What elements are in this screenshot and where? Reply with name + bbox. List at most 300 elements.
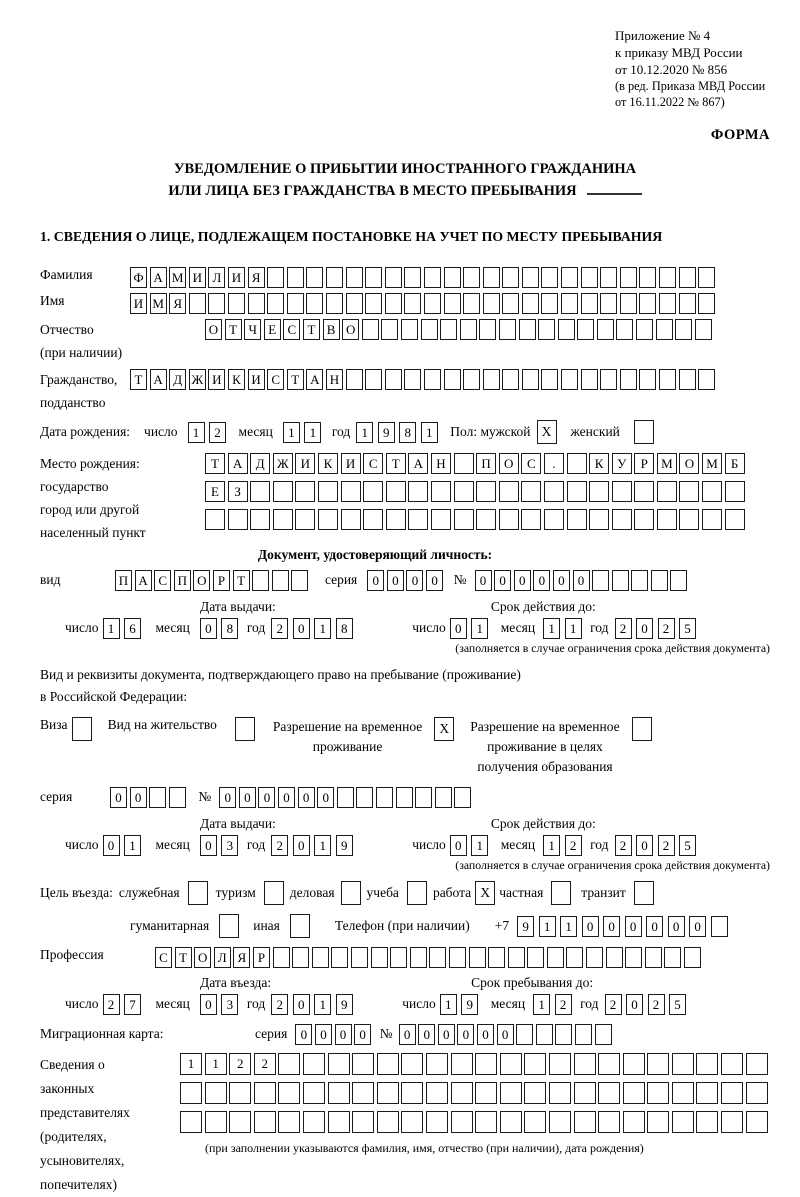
doc-issue-day[interactable] xyxy=(103,618,146,639)
char-cell[interactable] xyxy=(606,947,623,968)
purpose-commercial-checkbox[interactable] xyxy=(341,881,361,905)
char-cell[interactable] xyxy=(659,369,676,390)
char-cell[interactable] xyxy=(426,1053,448,1075)
char-cell[interactable]: П xyxy=(115,570,132,591)
char-cell[interactable] xyxy=(600,293,617,314)
char-cell[interactable] xyxy=(331,947,348,968)
char-cell[interactable] xyxy=(544,481,564,502)
char-cell[interactable] xyxy=(401,1053,423,1075)
char-cell[interactable] xyxy=(449,947,466,968)
char-cell[interactable] xyxy=(440,319,457,340)
char-cell[interactable] xyxy=(401,1082,423,1104)
char-cell[interactable] xyxy=(451,1111,473,1133)
char-cell[interactable] xyxy=(575,1024,592,1045)
char-cell[interactable] xyxy=(377,1053,399,1075)
char-cell[interactable] xyxy=(672,1111,694,1133)
char-cell[interactable] xyxy=(291,570,308,591)
char-cell[interactable] xyxy=(502,293,519,314)
char-cell[interactable]: 0 xyxy=(689,916,706,937)
char-cell[interactable] xyxy=(390,947,407,968)
char-cell[interactable] xyxy=(698,369,715,390)
char-cell[interactable] xyxy=(189,293,206,314)
char-cell[interactable] xyxy=(208,293,225,314)
char-cell[interactable]: С xyxy=(363,453,383,474)
char-cell[interactable] xyxy=(424,369,441,390)
char-cell[interactable] xyxy=(435,787,452,808)
char-cell[interactable] xyxy=(567,453,587,474)
char-cell[interactable] xyxy=(725,509,745,530)
residence-permit-checkbox[interactable] xyxy=(235,717,255,741)
char-cell[interactable] xyxy=(631,570,648,591)
char-cell[interactable] xyxy=(341,509,361,530)
char-cell[interactable]: 0 xyxy=(130,787,147,808)
char-cell[interactable]: 0 xyxy=(317,787,334,808)
char-cell[interactable]: 0 xyxy=(103,835,120,856)
char-cell[interactable]: С xyxy=(267,369,284,390)
char-cell[interactable]: 2 xyxy=(271,835,288,856)
char-cell[interactable] xyxy=(519,319,536,340)
char-cell[interactable]: А xyxy=(408,453,428,474)
char-cell[interactable]: К xyxy=(228,369,245,390)
char-cell[interactable]: Ж xyxy=(189,369,206,390)
char-cell[interactable] xyxy=(711,916,728,937)
char-cell[interactable] xyxy=(460,319,477,340)
char-cell[interactable]: 1 xyxy=(124,835,141,856)
char-cell[interactable] xyxy=(429,947,446,968)
sex-female-checkbox[interactable] xyxy=(634,420,654,444)
char-cell[interactable]: 1 xyxy=(283,422,300,443)
char-cell[interactable]: З xyxy=(228,481,248,502)
char-cell[interactable] xyxy=(567,481,587,502)
char-cell[interactable]: 1 xyxy=(560,916,577,937)
char-cell[interactable] xyxy=(522,293,539,314)
char-cell[interactable] xyxy=(516,1024,533,1045)
char-cell[interactable] xyxy=(424,293,441,314)
char-cell[interactable] xyxy=(254,1111,276,1133)
char-cell[interactable] xyxy=(574,1053,596,1075)
char-cell[interactable]: И xyxy=(228,267,245,288)
char-cell[interactable]: Ж xyxy=(273,453,293,474)
char-cell[interactable] xyxy=(639,267,656,288)
char-cell[interactable] xyxy=(444,293,461,314)
char-cell[interactable]: М xyxy=(657,453,677,474)
char-cell[interactable]: 0 xyxy=(625,916,642,937)
purpose-tourism-checkbox[interactable] xyxy=(264,881,284,905)
char-cell[interactable]: 2 xyxy=(209,422,226,443)
char-cell[interactable] xyxy=(675,319,692,340)
char-cell[interactable] xyxy=(698,293,715,314)
char-cell[interactable]: 0 xyxy=(457,1024,474,1045)
char-cell[interactable] xyxy=(639,293,656,314)
char-cell[interactable]: 0 xyxy=(399,1024,416,1045)
char-cell[interactable]: 1 xyxy=(314,835,331,856)
char-cell[interactable]: 1 xyxy=(539,916,556,937)
char-cell[interactable] xyxy=(679,293,696,314)
char-cell[interactable]: Н xyxy=(431,453,451,474)
char-cell[interactable]: 0 xyxy=(426,570,443,591)
char-cell[interactable]: Т xyxy=(303,319,320,340)
char-cell[interactable] xyxy=(228,293,245,314)
char-cell[interactable] xyxy=(721,1053,743,1075)
char-cell[interactable]: 1 xyxy=(314,618,331,639)
char-cell[interactable]: П xyxy=(476,453,496,474)
char-cell[interactable] xyxy=(326,293,343,314)
stay-until-year[interactable] xyxy=(605,994,691,1015)
char-cell[interactable] xyxy=(616,319,633,340)
doc-issue-year[interactable] xyxy=(271,618,357,639)
char-cell[interactable] xyxy=(670,570,687,591)
char-cell[interactable]: Я xyxy=(248,267,265,288)
migration-card-number-field[interactable] xyxy=(399,1024,615,1045)
char-cell[interactable] xyxy=(205,1082,227,1104)
char-cell[interactable] xyxy=(426,1082,448,1104)
char-cell[interactable] xyxy=(326,267,343,288)
char-cell[interactable] xyxy=(401,319,418,340)
char-cell[interactable]: 0 xyxy=(514,570,531,591)
char-cell[interactable]: 2 xyxy=(103,994,120,1015)
char-cell[interactable] xyxy=(538,319,555,340)
char-cell[interactable] xyxy=(592,570,609,591)
char-cell[interactable] xyxy=(672,1082,694,1104)
char-cell[interactable]: 0 xyxy=(200,835,217,856)
char-cell[interactable]: 0 xyxy=(450,618,467,639)
char-cell[interactable] xyxy=(385,293,402,314)
char-cell[interactable] xyxy=(623,1082,645,1104)
char-cell[interactable] xyxy=(483,267,500,288)
char-cell[interactable] xyxy=(273,481,293,502)
char-cell[interactable]: 5 xyxy=(669,994,686,1015)
char-cell[interactable]: О xyxy=(193,570,210,591)
char-cell[interactable] xyxy=(228,509,248,530)
char-cell[interactable]: О xyxy=(194,947,211,968)
char-cell[interactable] xyxy=(376,787,393,808)
char-cell[interactable] xyxy=(351,947,368,968)
char-cell[interactable]: М xyxy=(150,293,167,314)
char-cell[interactable]: 5 xyxy=(679,618,696,639)
char-cell[interactable]: О xyxy=(679,453,699,474)
char-cell[interactable]: 0 xyxy=(646,916,663,937)
char-cell[interactable]: 8 xyxy=(399,422,416,443)
char-cell[interactable]: А xyxy=(135,570,152,591)
stay-valid-day[interactable] xyxy=(450,835,493,856)
char-cell[interactable] xyxy=(267,267,284,288)
char-cell[interactable] xyxy=(500,1082,522,1104)
char-cell[interactable]: 1 xyxy=(356,422,373,443)
char-cell[interactable]: Д xyxy=(250,453,270,474)
char-cell[interactable] xyxy=(500,1053,522,1075)
char-cell[interactable]: 0 xyxy=(626,994,643,1015)
char-cell[interactable]: 0 xyxy=(110,787,127,808)
char-cell[interactable] xyxy=(385,369,402,390)
char-cell[interactable] xyxy=(664,947,681,968)
char-cell[interactable] xyxy=(365,267,382,288)
doc-number-field[interactable] xyxy=(475,570,691,591)
char-cell[interactable] xyxy=(312,947,329,968)
birth-day-field[interactable] xyxy=(188,422,231,443)
char-cell[interactable]: Т xyxy=(233,570,250,591)
char-cell[interactable]: И xyxy=(295,453,315,474)
char-cell[interactable]: 0 xyxy=(354,1024,371,1045)
char-cell[interactable] xyxy=(634,481,654,502)
char-cell[interactable] xyxy=(386,481,406,502)
char-cell[interactable] xyxy=(356,787,373,808)
char-cell[interactable] xyxy=(408,509,428,530)
stay-until-day[interactable] xyxy=(440,994,483,1015)
stay-valid-year[interactable] xyxy=(615,835,701,856)
char-cell[interactable]: 2 xyxy=(658,618,675,639)
char-cell[interactable] xyxy=(574,1082,596,1104)
char-cell[interactable] xyxy=(524,1111,546,1133)
char-cell[interactable] xyxy=(454,481,474,502)
char-cell[interactable] xyxy=(566,947,583,968)
char-cell[interactable] xyxy=(346,267,363,288)
char-cell[interactable] xyxy=(278,1111,300,1133)
char-cell[interactable]: . xyxy=(544,453,564,474)
char-cell[interactable] xyxy=(746,1053,768,1075)
char-cell[interactable] xyxy=(475,1053,497,1075)
char-cell[interactable]: Е xyxy=(205,481,225,502)
stay-until-month[interactable] xyxy=(533,994,576,1015)
char-cell[interactable]: О xyxy=(342,319,359,340)
char-cell[interactable] xyxy=(371,947,388,968)
char-cell[interactable] xyxy=(365,369,382,390)
char-cell[interactable]: 8 xyxy=(221,618,238,639)
char-cell[interactable] xyxy=(488,947,505,968)
char-cell[interactable] xyxy=(476,481,496,502)
stay-issue-year[interactable] xyxy=(271,835,357,856)
char-cell[interactable]: 0 xyxy=(293,618,310,639)
char-cell[interactable]: 6 xyxy=(124,618,141,639)
char-cell[interactable] xyxy=(454,509,474,530)
char-cell[interactable]: Е xyxy=(264,319,281,340)
char-cell[interactable] xyxy=(346,369,363,390)
char-cell[interactable]: Т xyxy=(386,453,406,474)
char-cell[interactable] xyxy=(254,1082,276,1104)
char-cell[interactable] xyxy=(549,1111,571,1133)
char-cell[interactable]: 3 xyxy=(221,835,238,856)
char-cell[interactable]: 0 xyxy=(668,916,685,937)
char-cell[interactable] xyxy=(598,1111,620,1133)
char-cell[interactable]: С xyxy=(283,319,300,340)
char-cell[interactable] xyxy=(404,267,421,288)
char-cell[interactable]: О xyxy=(499,453,519,474)
char-cell[interactable]: У xyxy=(612,453,632,474)
birthplace-line3-field[interactable] xyxy=(205,509,747,530)
char-cell[interactable] xyxy=(362,319,379,340)
char-cell[interactable] xyxy=(679,481,699,502)
char-cell[interactable]: Ч xyxy=(244,319,261,340)
char-cell[interactable]: А xyxy=(228,453,248,474)
char-cell[interactable] xyxy=(463,267,480,288)
char-cell[interactable] xyxy=(500,1111,522,1133)
char-cell[interactable] xyxy=(248,293,265,314)
char-cell[interactable] xyxy=(524,1053,546,1075)
char-cell[interactable]: 2 xyxy=(229,1053,251,1075)
char-cell[interactable] xyxy=(295,509,315,530)
char-cell[interactable] xyxy=(612,509,632,530)
char-cell[interactable]: 2 xyxy=(565,835,582,856)
char-cell[interactable] xyxy=(278,1082,300,1104)
char-cell[interactable]: 0 xyxy=(200,994,217,1015)
firstname-field[interactable] xyxy=(130,293,718,314)
char-cell[interactable]: 9 xyxy=(517,916,534,937)
char-cell[interactable] xyxy=(549,1053,571,1075)
char-cell[interactable] xyxy=(600,267,617,288)
char-cell[interactable] xyxy=(524,1082,546,1104)
char-cell[interactable] xyxy=(672,1053,694,1075)
char-cell[interactable] xyxy=(421,319,438,340)
char-cell[interactable] xyxy=(558,319,575,340)
char-cell[interactable]: Н xyxy=(326,369,343,390)
char-cell[interactable]: 0 xyxy=(497,1024,514,1045)
char-cell[interactable] xyxy=(620,267,637,288)
stay-doc-series-field[interactable] xyxy=(110,787,188,808)
char-cell[interactable] xyxy=(292,947,309,968)
char-cell[interactable] xyxy=(476,509,496,530)
guardians-line1-field[interactable] xyxy=(180,1053,770,1075)
char-cell[interactable] xyxy=(169,787,186,808)
stay-issue-day[interactable] xyxy=(103,835,146,856)
char-cell[interactable] xyxy=(696,1111,718,1133)
char-cell[interactable] xyxy=(623,1111,645,1133)
char-cell[interactable] xyxy=(205,1111,227,1133)
char-cell[interactable]: 0 xyxy=(418,1024,435,1045)
char-cell[interactable] xyxy=(508,947,525,968)
purpose-transit-checkbox[interactable] xyxy=(634,881,654,905)
char-cell[interactable] xyxy=(620,293,637,314)
char-cell[interactable]: И xyxy=(248,369,265,390)
char-cell[interactable]: И xyxy=(130,293,147,314)
char-cell[interactable]: 2 xyxy=(658,835,675,856)
char-cell[interactable]: 0 xyxy=(367,570,384,591)
char-cell[interactable] xyxy=(577,319,594,340)
char-cell[interactable] xyxy=(549,1082,571,1104)
char-cell[interactable] xyxy=(746,1082,768,1104)
doc-valid-month[interactable] xyxy=(543,618,586,639)
char-cell[interactable]: 7 xyxy=(124,994,141,1015)
char-cell[interactable] xyxy=(475,1082,497,1104)
char-cell[interactable] xyxy=(702,481,722,502)
char-cell[interactable] xyxy=(522,369,539,390)
char-cell[interactable] xyxy=(337,787,354,808)
char-cell[interactable] xyxy=(386,509,406,530)
char-cell[interactable]: 0 xyxy=(475,570,492,591)
char-cell[interactable] xyxy=(250,509,270,530)
profession-field[interactable] xyxy=(155,947,704,968)
char-cell[interactable]: К xyxy=(589,453,609,474)
char-cell[interactable] xyxy=(625,947,642,968)
char-cell[interactable] xyxy=(698,267,715,288)
char-cell[interactable] xyxy=(229,1111,251,1133)
char-cell[interactable]: Л xyxy=(214,947,231,968)
char-cell[interactable] xyxy=(318,509,338,530)
char-cell[interactable] xyxy=(451,1053,473,1075)
char-cell[interactable]: О xyxy=(205,319,222,340)
doc-series-field[interactable] xyxy=(367,570,445,591)
doc-valid-day[interactable] xyxy=(450,618,493,639)
char-cell[interactable] xyxy=(363,481,383,502)
char-cell[interactable] xyxy=(451,1082,473,1104)
char-cell[interactable] xyxy=(536,1024,553,1045)
char-cell[interactable] xyxy=(598,1053,620,1075)
purpose-private-checkbox[interactable] xyxy=(551,881,571,905)
birth-month-field[interactable] xyxy=(283,422,326,443)
doc-valid-year[interactable] xyxy=(615,618,701,639)
char-cell[interactable]: Т xyxy=(175,947,192,968)
char-cell[interactable] xyxy=(404,293,421,314)
char-cell[interactable]: И xyxy=(189,267,206,288)
char-cell[interactable] xyxy=(318,481,338,502)
char-cell[interactable] xyxy=(725,481,745,502)
char-cell[interactable] xyxy=(623,1053,645,1075)
char-cell[interactable] xyxy=(454,453,474,474)
char-cell[interactable]: Л xyxy=(208,267,225,288)
guardians-line2-field[interactable] xyxy=(180,1082,770,1104)
char-cell[interactable] xyxy=(567,509,587,530)
char-cell[interactable]: Я xyxy=(233,947,250,968)
char-cell[interactable]: 0 xyxy=(582,916,599,937)
char-cell[interactable]: 0 xyxy=(406,570,423,591)
char-cell[interactable] xyxy=(589,481,609,502)
char-cell[interactable]: 1 xyxy=(533,994,550,1015)
temp-residence-checkbox[interactable]: X xyxy=(434,717,454,741)
char-cell[interactable]: 1 xyxy=(304,422,321,443)
char-cell[interactable]: 8 xyxy=(336,618,353,639)
char-cell[interactable]: 1 xyxy=(565,618,582,639)
char-cell[interactable] xyxy=(695,319,712,340)
migration-card-series-field[interactable] xyxy=(295,1024,373,1045)
char-cell[interactable] xyxy=(426,1111,448,1133)
char-cell[interactable] xyxy=(229,1082,251,1104)
char-cell[interactable]: В xyxy=(323,319,340,340)
char-cell[interactable]: 0 xyxy=(278,787,295,808)
stay-valid-month[interactable] xyxy=(543,835,586,856)
char-cell[interactable] xyxy=(612,481,632,502)
char-cell[interactable] xyxy=(273,947,290,968)
birthplace-line2-field[interactable] xyxy=(205,481,747,502)
sex-male-checkbox[interactable]: X xyxy=(537,420,557,444)
char-cell[interactable]: 0 xyxy=(258,787,275,808)
visa-checkbox[interactable] xyxy=(72,717,92,741)
purpose-work-checkbox[interactable]: X xyxy=(475,881,495,905)
char-cell[interactable]: 0 xyxy=(387,570,404,591)
char-cell[interactable] xyxy=(252,570,269,591)
char-cell[interactable] xyxy=(346,293,363,314)
char-cell[interactable] xyxy=(521,509,541,530)
entry-year[interactable] xyxy=(271,994,357,1015)
char-cell[interactable] xyxy=(341,481,361,502)
char-cell[interactable] xyxy=(612,570,629,591)
char-cell[interactable] xyxy=(721,1082,743,1104)
char-cell[interactable]: 0 xyxy=(293,835,310,856)
char-cell[interactable] xyxy=(581,293,598,314)
char-cell[interactable] xyxy=(431,509,451,530)
char-cell[interactable] xyxy=(620,369,637,390)
char-cell[interactable] xyxy=(636,319,653,340)
entry-day[interactable] xyxy=(103,994,146,1015)
char-cell[interactable] xyxy=(328,1111,350,1133)
temp-residence-edu-checkbox[interactable] xyxy=(632,717,652,741)
char-cell[interactable] xyxy=(303,1082,325,1104)
char-cell[interactable] xyxy=(555,1024,572,1045)
char-cell[interactable] xyxy=(408,481,428,502)
char-cell[interactable]: 2 xyxy=(648,994,665,1015)
char-cell[interactable]: 2 xyxy=(605,994,622,1015)
char-cell[interactable]: М xyxy=(169,267,186,288)
char-cell[interactable] xyxy=(454,787,471,808)
doc-type-field[interactable] xyxy=(115,570,311,591)
char-cell[interactable]: С xyxy=(155,947,172,968)
